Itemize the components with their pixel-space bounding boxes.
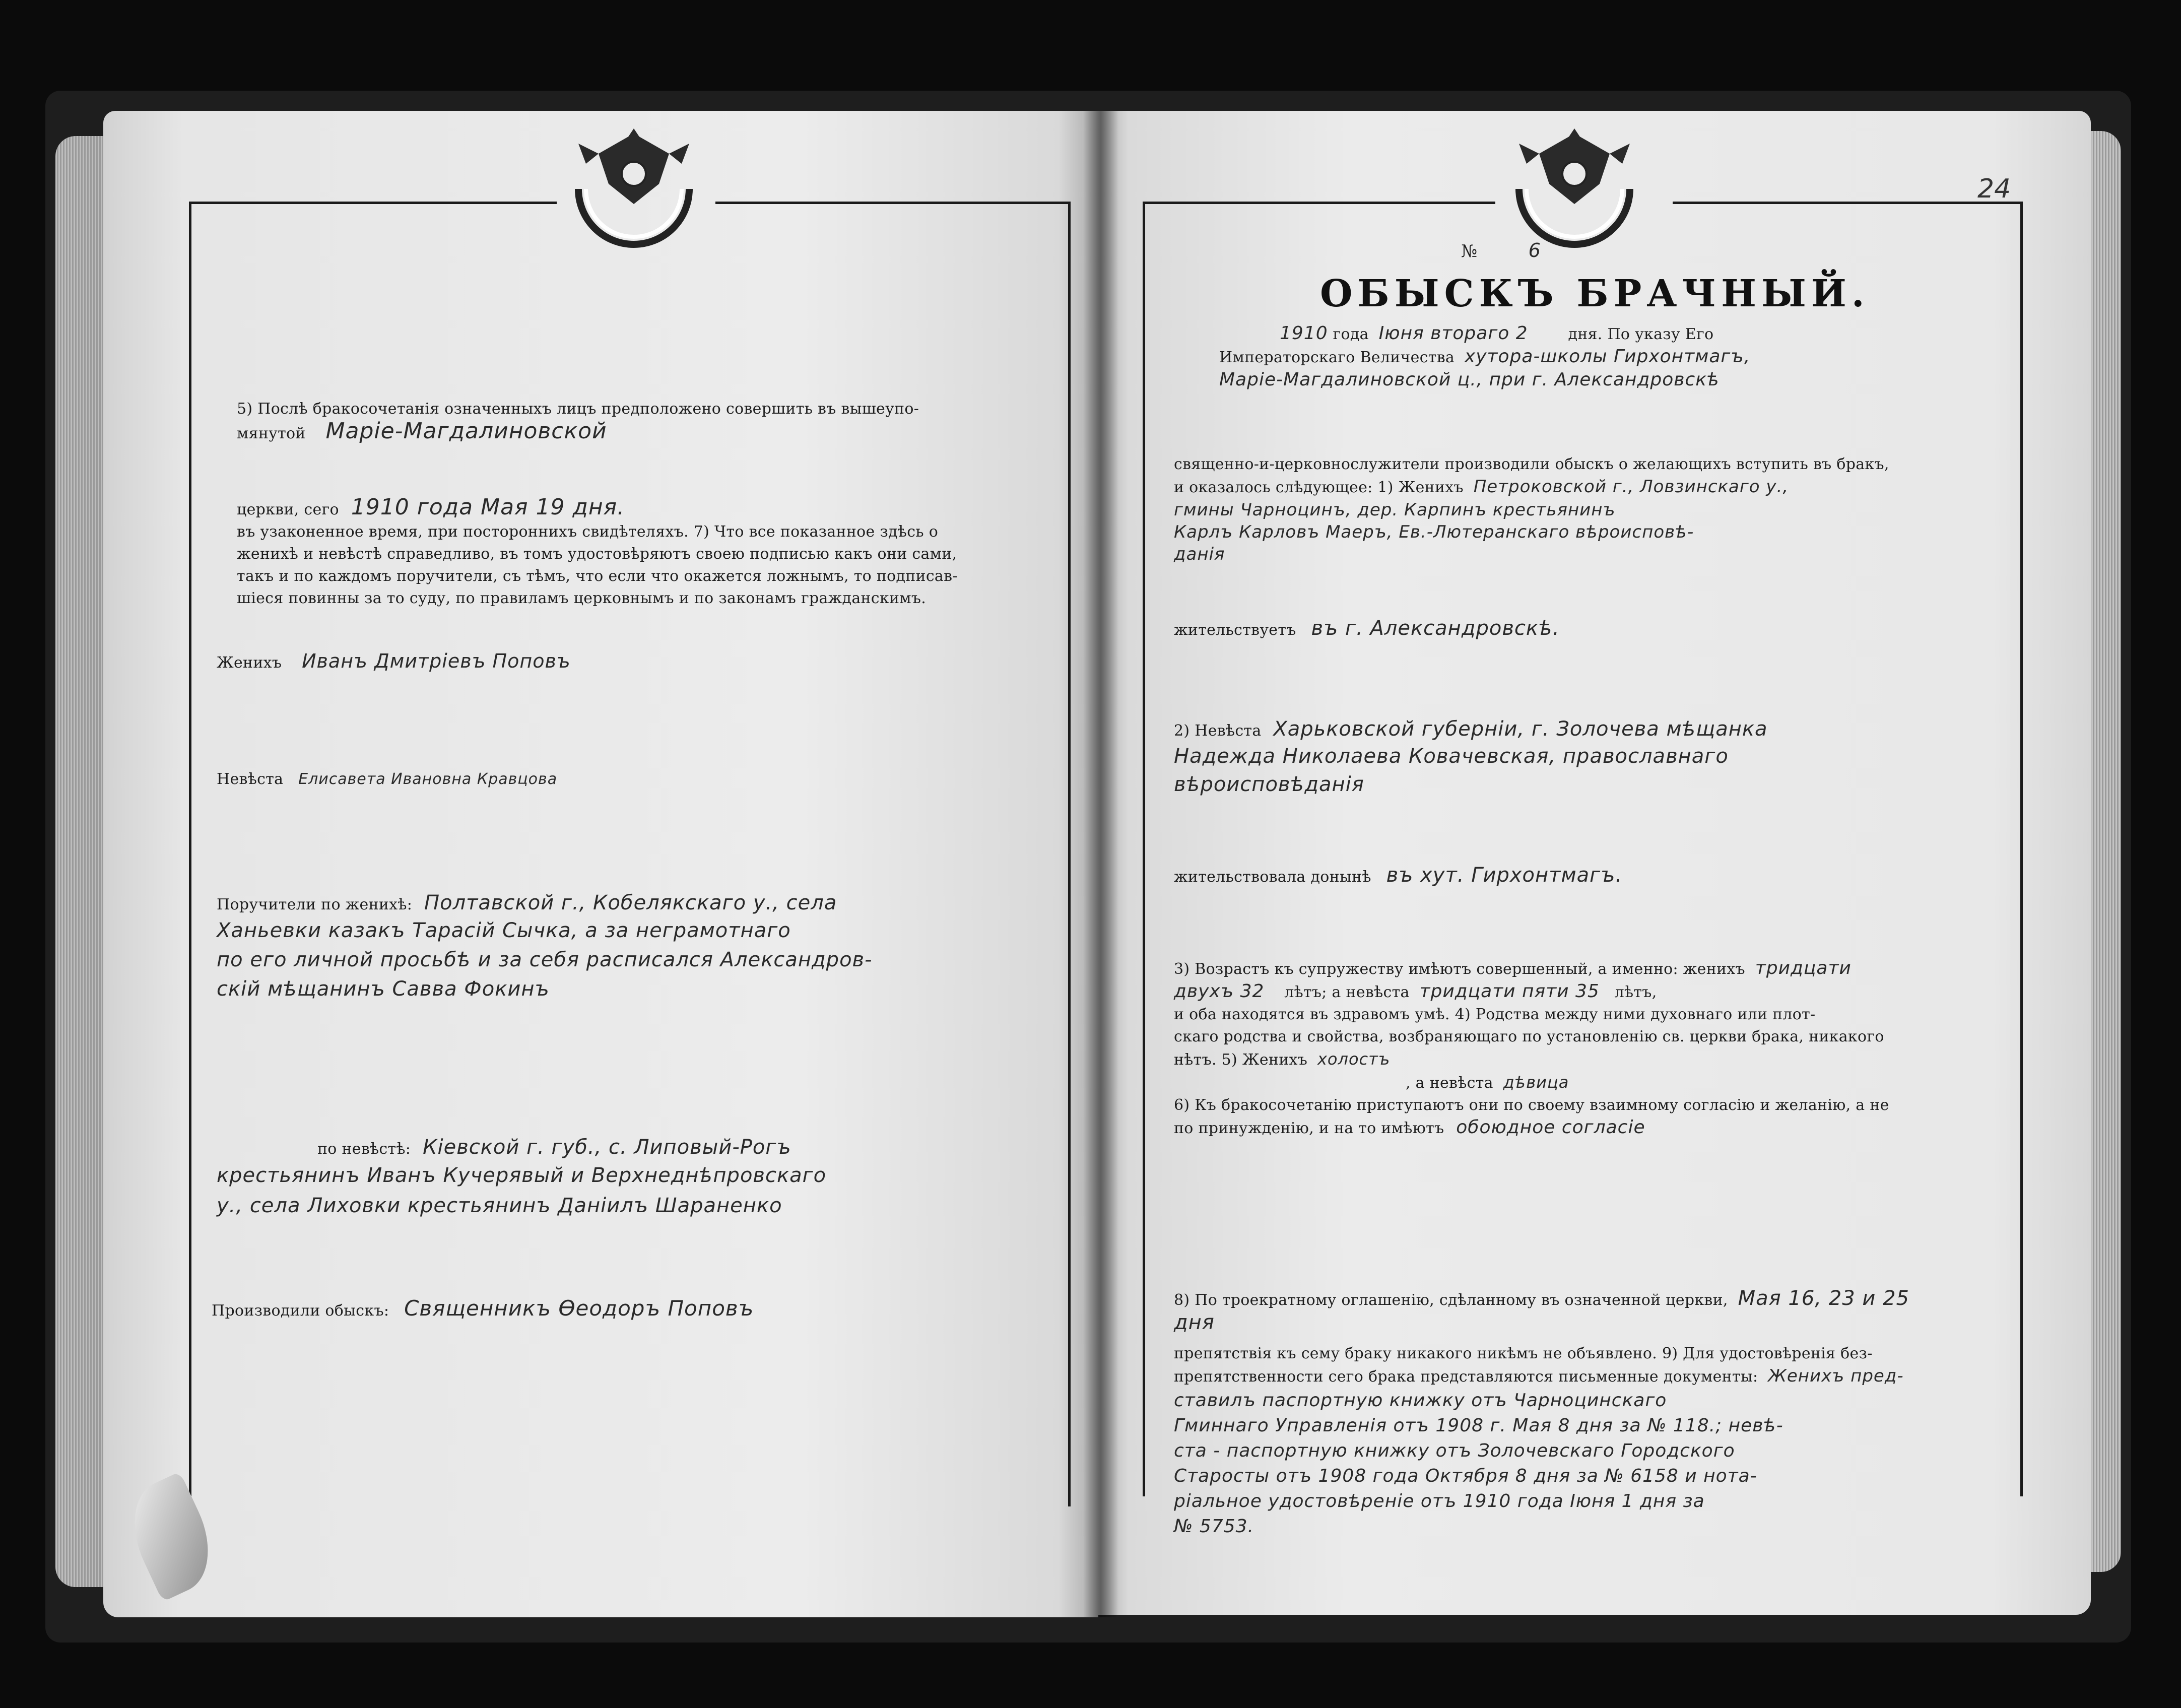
left-page: [103, 111, 1098, 1617]
consent-line-2: по принужденію, и на то имѣютъ: [1174, 1120, 1444, 1137]
bride-residence-row: [1174, 864, 1622, 888]
docs-line-1: препятствія къ сему браку никакого никѣмъ не объявлено. 9) Для удостовѣренія без-: [1174, 1345, 1873, 1362]
bride-sureties-label: по невѣстѣ:: [317, 1140, 411, 1158]
age-line-4: скаго родства и свойства, возбраняющаго по установленію св. церкви брака, никакого: [1174, 1028, 1884, 1045]
groom-residence-row: [1174, 617, 1560, 641]
consent-line-1: 6) Къ бракосочетанію приступаютъ они по своему взаимному согласію и желанію, а не: [1174, 1096, 1889, 1114]
left-church-date-handwritten: 1910 года Мая 19 дня.: [351, 494, 625, 520]
bride-residence-hw: въ хут. Гирхонтмагъ.: [1386, 864, 1623, 887]
age-line-2: лѣтъ; а невѣста: [1284, 983, 1410, 1001]
intro-year-hw: 1910: [1280, 323, 1328, 344]
groom-sureties-hw-4: скій мѣщанинъ Савва Фокинъ: [217, 977, 550, 1001]
docs-hw-1: Женихъ пред-: [1768, 1366, 1904, 1386]
docs-hw-4: ста - паспортную книжку отъ Золочевскаго Городского: [1174, 1440, 1735, 1461]
banns-line-1: 8) По троекратному оглашенію, сдѣланному въ означенной церкви,: [1174, 1291, 1728, 1309]
age-line-3: и оба находятся въ здравомъ умѣ. 4) Родства между ними духовнаго или плот-: [1174, 1006, 1816, 1023]
docs-hw-2: ставилъ паспортную книжку отъ Чарноцинскаго: [1174, 1390, 1667, 1411]
groom-age-hw-2: двухъ 32: [1174, 981, 1265, 1002]
intro-year-label: года: [1333, 325, 1369, 343]
right-banns-section: [1174, 1287, 2020, 1334]
left-groom-sureties: [217, 892, 1063, 1004]
left-para-line-4: шіеся повинны за то суду, по правиламъ церковнымъ и по законамъ гражданскимъ.: [237, 589, 927, 607]
groom-sureties-hw-1: Полтавской г., Кобелякскаго у., села: [424, 891, 837, 914]
right-intro: [1219, 322, 2020, 391]
left-para-line-2: женихѣ и невѣстѣ справедливо, въ томъ удостовѣряютъ своею подписью какъ они сами,: [237, 545, 957, 563]
bride-age-hw: тридцати пяти 35: [1419, 981, 1600, 1002]
left-para-line-1: въ узаконенное время, при постороннихъ свидѣтеляхъ. 7) Что все показанное здѣсь о: [237, 523, 939, 541]
groom-origin-hw: Петроковской г., Ловзинскаго у.,: [1473, 477, 1789, 497]
bride-section-label: 2) Невѣста: [1174, 722, 1262, 740]
left-bride-row: [217, 768, 557, 791]
right-frame-top-line-a: [1143, 202, 1495, 204]
left-imperial-eagle-emblem: [558, 113, 709, 265]
left-para-5-line-1: 5) Послѣ бракосочетанія означенныхъ лицъ предположено совершить въ вышеупо-: [237, 400, 919, 418]
left-groom-row: [217, 650, 571, 674]
age-line-1: 3) Возрастъ къ супружеству имѣютъ совершенный, а именно: женихъ: [1174, 960, 1745, 978]
docs-line-2: препятственности сего брака представляются письменные документы:: [1174, 1368, 1758, 1386]
right-p2-line-2: и оказалось слѣдующее: 1) Женихъ: [1174, 479, 1464, 496]
groom-residence-label: жительствуетъ: [1174, 621, 1296, 639]
left-frame-top-line-b: [715, 202, 1071, 204]
left-para-line-3: такъ и по каждомъ поручители, съ тѣмъ, что если что окажется ложнымъ, то подписав-: [237, 567, 958, 585]
age-line-5: нѣтъ. 5) Женихъ: [1174, 1051, 1308, 1069]
bride-origin-hw: Харьковской губерніи, г. Золочева мѣщанка: [1273, 717, 1768, 741]
bride-label: Невѣста: [217, 770, 284, 788]
groom-sureties-hw-2: Ханьевки казакъ Тарасій Сычка, а за неграмотнаго: [217, 919, 791, 942]
banns-dates-hw: Мая 16, 23 и 25: [1738, 1287, 1909, 1310]
intro-majesty: Императорскаго Величества: [1219, 349, 1455, 366]
docs-hw-3: Гминнаго Управленія отъ 1908 г. Мая 8 дня за № 118.; невѣ-: [1174, 1415, 1783, 1436]
consent-hw: обоюдное согласіе: [1456, 1117, 1645, 1138]
bride-status-hw: дѣвица: [1503, 1073, 1569, 1092]
right-frame-left-line: [1143, 202, 1145, 1496]
groom-sureties-label: Поручители по женихѣ:: [217, 896, 413, 913]
groom-age-hw: тридцати: [1755, 958, 1852, 978]
right-age-section: [1174, 957, 2020, 1140]
left-para-church-date: [237, 496, 1063, 610]
left-frame-top-line-a: [189, 202, 557, 204]
document-title: ОБЫСКЪ БРАЧНЫЙ.: [1320, 272, 1870, 315]
right-documents-section: [1174, 1343, 2020, 1539]
right-groom-section: [1174, 453, 2020, 565]
right-p2-line-1: священно-и-церковнослужители производили обыскъ о желающихъ вступить въ бракъ,: [1174, 455, 1889, 473]
investigated-signature: Священникъ Ѳеодоръ Поповъ: [404, 1296, 754, 1321]
investigated-label: Производили обыскъ:: [212, 1302, 389, 1320]
bride-sureties-hw-3: у., села Лиховки крестьянинъ Даніилъ Шараненко: [217, 1194, 782, 1217]
banns-day-hw: дня: [1174, 1311, 1215, 1334]
groom-status-hw: холостъ: [1317, 1049, 1391, 1069]
intro-place-hw: хутора-школы Гирхонтмагъ,: [1464, 346, 1751, 367]
right-bride-section: [1174, 718, 2020, 799]
intro-date-hw: Іюня втораго 2: [1378, 323, 1528, 344]
groom-religion-hw: данія: [1174, 544, 1225, 564]
groom-origin-hw-2: гмины Чарноцинъ, дер. Карпинъ крестьянинъ: [1174, 500, 1616, 520]
bride-sureties-hw-2: крестьянинъ Иванъ Кучерявый и Верхнеднѣпровскаго: [217, 1164, 827, 1187]
left-bride-sureties: [217, 1136, 1063, 1221]
left-church-name-handwritten: Маріе-Магдалиновской: [325, 418, 607, 444]
groom-signature: Иванъ Дмитріевъ Поповъ: [302, 650, 571, 672]
book-spine: [1083, 111, 1118, 1617]
bride-name-hw: Надежда Николаева Ковачевская, православнаго: [1174, 745, 1729, 768]
docs-hw-6: ріальное удостовѣреніе отъ 1910 года Іюня 1 дня за: [1174, 1491, 1705, 1512]
age-line-2-end: лѣтъ,: [1614, 983, 1657, 1001]
docs-hw-5: Старосты отъ 1908 года Октября 8 дня за № 6158 и нота-: [1174, 1466, 1757, 1486]
left-para-5: [237, 398, 1063, 445]
record-number-value: 6: [1528, 239, 1541, 261]
left-investigated-row: [212, 1297, 754, 1322]
bride-sureties-hw-1: Кіевской г. губ., с. Липовый-Рогъ: [423, 1136, 791, 1159]
docs-hw-7: № 5753.: [1174, 1516, 1254, 1537]
right-frame-right-line: [2020, 202, 2023, 1496]
bride-signature: Елисавета Ивановна Кравцова: [298, 770, 558, 788]
groom-residence-hw: въ г. Александровскѣ.: [1311, 617, 1560, 640]
groom-label: Женихъ: [217, 654, 282, 672]
left-frame-left-line: [189, 202, 191, 1506]
bride-religion-hw: вѣроисповѣданія: [1174, 773, 1364, 796]
intro-decree: дня. По указу Его: [1568, 325, 1714, 343]
record-number-label: №: [1461, 241, 1478, 261]
right-page-number: 24: [1977, 174, 2011, 204]
intro-church-hw: Маріе-Магдалиновской ц., при г. Александровскѣ: [1219, 369, 1720, 390]
bride-residence-label: жительствовала донынѣ: [1174, 868, 1371, 886]
left-church-printed: церкви, сего: [237, 501, 339, 518]
groom-sureties-hw-3: по его личной просьбѣ и за себя расписался Александров-: [217, 948, 873, 971]
age-line-6: , а невѣста: [1406, 1074, 1493, 1092]
left-para-5-line-2: мянутой: [237, 425, 306, 442]
record-number: [1461, 239, 1541, 262]
right-frame-top-line-b: [1673, 202, 2023, 204]
groom-name-hw: Карлъ Карловъ Маеръ, Ев.-Лютеранскаго вѣроисповѣ-: [1174, 522, 1694, 542]
left-frame-right-line: [1068, 202, 1071, 1506]
